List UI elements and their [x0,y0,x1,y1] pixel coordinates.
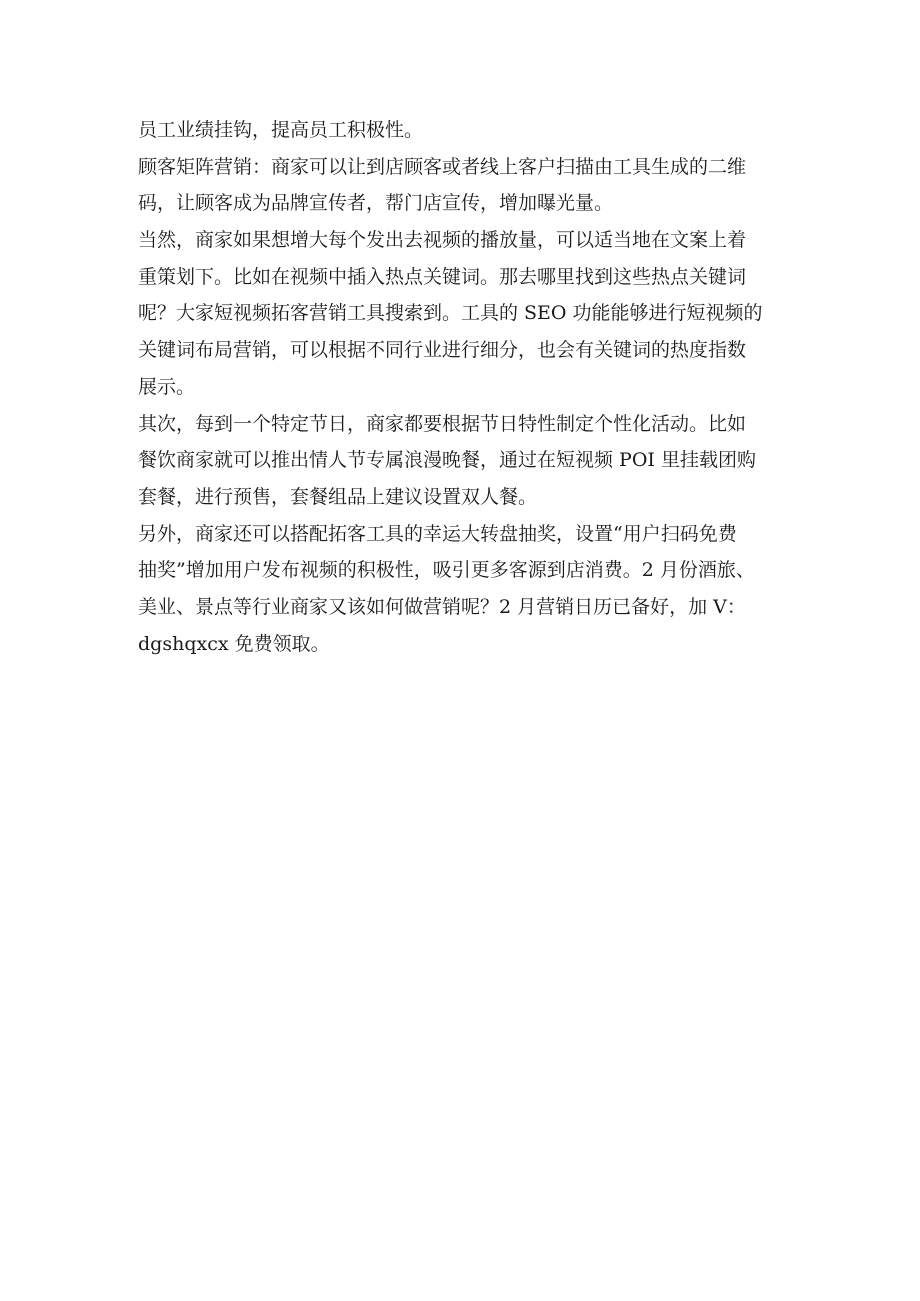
text-line: 重策划下。比如在视频中插入热点关键词。那去哪里找到这些热点关键词 [138,265,747,288]
text-line: 员工业绩挂钩，提高员工积极性。 [138,119,424,141]
text-line: 呢？大家短视频拓客营销工具搜索到。工具的 SEO 功能能够进行短视频的 [138,302,763,325]
text-line: 另外，商家还可以搭配拓客工具的幸运大转盘抽奖，设置“用户扫码免费 [138,522,737,545]
text-line: 码，让顾客成为品牌宣传者，帮门店宣传，增加曝光量。 [138,192,614,215]
text-line: 美业、景点等行业商家又该如何做营销呢？2 月营销日历已备好，加 V： [138,595,746,618]
body-text [138,112,798,662]
text-line: 关键词布局营销，可以根据不同行业进行细分，也会有关键词的热度指数 [138,339,747,362]
text-line: 其次，每到一个特定节日，商家都要根据节日特性制定个性化活动。比如 [138,412,747,435]
text-line: 套餐，进行预售，套餐组品上建议设置双人餐。 [138,485,538,508]
text-line: 顾客矩阵营销：商家可以让到店顾客或者线上客户扫描由工具生成的二维 [138,155,747,178]
text-line: 展示。 [138,375,196,398]
text-line: 餐饮商家就可以推出情人节专属浪漫晚餐，通过在短视频 POI 里挂载团购 [138,449,756,472]
text-line: dgshqxcx 免费领取。 [138,632,330,655]
text-line: 抽奖”增加用户发布视频的积极性，吸引更多客源到店消费。2 月份酒旅、 [138,559,755,582]
text-line: 当然，商家如果想增大每个发出去视频的播放量，可以适当地在文案上着 [138,229,747,252]
